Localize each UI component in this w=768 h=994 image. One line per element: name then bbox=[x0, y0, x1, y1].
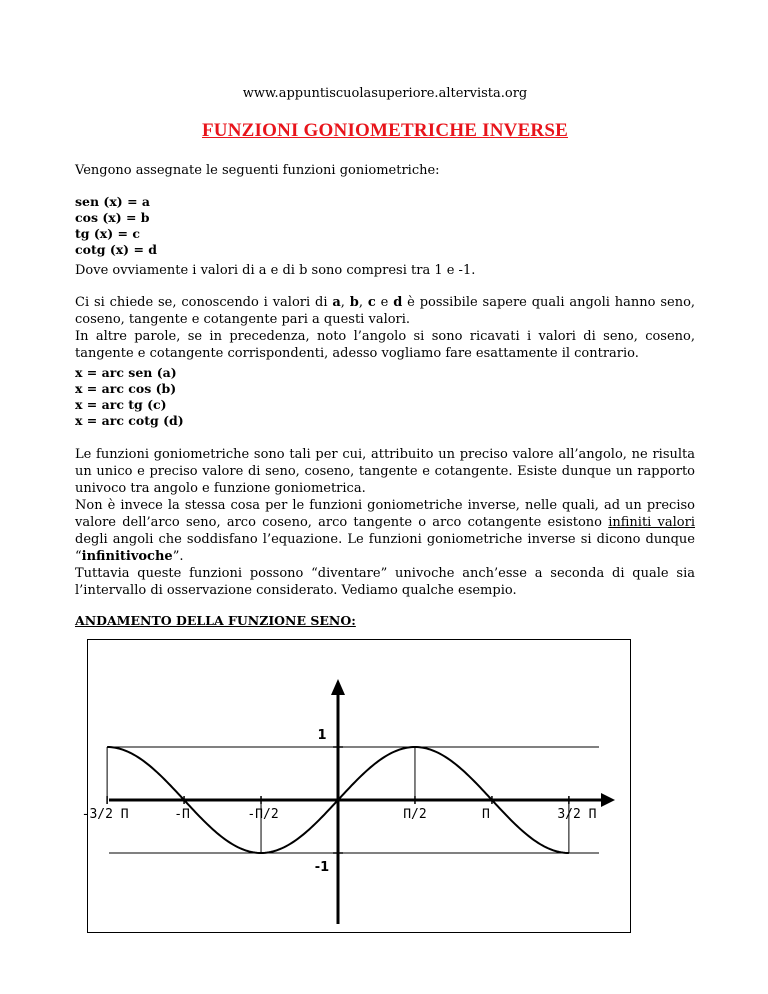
section-heading: ANDAMENTO DELLA FUNZIONE SENO: bbox=[75, 613, 356, 628]
function-cotg: cotg (x) = d bbox=[75, 242, 158, 257]
infiniti-valori: infiniti valori bbox=[608, 515, 695, 530]
site-url: www.appuntiscuolasuperiore.altervista.org bbox=[242, 86, 528, 101]
x-tick-label: -3/2 Π bbox=[81, 807, 129, 822]
var-c: c bbox=[367, 295, 376, 310]
x-tick-label: 3/2 Π bbox=[557, 807, 597, 822]
x-tick-label: Π bbox=[482, 807, 490, 822]
question-paragraph bbox=[75, 294, 695, 328]
inverse-sen: x = arc sen (a) bbox=[75, 365, 177, 380]
question-pre: Ci si chiede se, conoscendo i valori di bbox=[75, 295, 333, 310]
y-tick-label: -1 bbox=[314, 860, 330, 875]
para3-b-end: ”. bbox=[172, 549, 184, 564]
inverse-cotg: x = arc cotg (d) bbox=[75, 413, 184, 428]
var-a: a bbox=[332, 295, 341, 310]
sep: e bbox=[375, 295, 394, 310]
infinitivoche-term: infinitivoche bbox=[81, 549, 173, 564]
sep: , bbox=[358, 295, 368, 310]
univoche-paragraph: Tuttavia queste funzioni possono “diventare” univoche anch’esse a seconda di quale sia l’intervallo di osservazione considerato. Vediamo qualche esempio. bbox=[75, 566, 695, 598]
var-d: d bbox=[393, 295, 403, 310]
sep: , bbox=[340, 295, 350, 310]
inverse-tg: x = arc tg (c) bbox=[75, 397, 167, 412]
var-b: b bbox=[349, 295, 359, 310]
page-title: FUNZIONI GONIOMETRICHE INVERSE bbox=[202, 120, 568, 141]
function-cos: cos (x) = b bbox=[75, 210, 150, 225]
chart-frame bbox=[88, 640, 631, 933]
inverse-cos: x = arc cos (b) bbox=[75, 381, 177, 396]
x-tick-label: -Π/2 bbox=[247, 807, 279, 822]
infinitivoche-paragraph bbox=[75, 497, 695, 565]
sine-chart bbox=[81, 639, 631, 933]
range-note: Dove ovviamente i valori di a e di b sono compresi tra 1 e -1. bbox=[75, 263, 476, 278]
function-tg: tg (x) = c bbox=[75, 226, 140, 241]
function-sen: sen (x) = a bbox=[75, 194, 150, 209]
para3-b-mid: degli angoli che soddisfano l’equazione. Le funzioni goniometriche inverse si dicono dunque “ bbox=[75, 532, 695, 564]
x-tick-label: Π/2 bbox=[403, 807, 427, 822]
intro-text: Vengono assegnate le seguenti funzioni goniometriche: bbox=[75, 163, 440, 178]
question-post: è possibile sapere quali angoli hanno seno, coseno, tangente e cotangente pari a questi valori. bbox=[75, 295, 696, 327]
y-tick-label: 1 bbox=[317, 728, 327, 743]
univoco-paragraph: Le funzioni goniometriche sono tali per cui, attribuito un preciso valore all’angolo, ne risulta un unico e preciso valore di seno, coseno, tangente e cotangente. Esiste dunque un rapporto univoco tra angolo e funzione goniometrica. bbox=[75, 447, 695, 496]
x-tick-label: -Π bbox=[174, 807, 190, 822]
para3-b-pre: Non è invece la stessa cosa per le funzioni goniometriche inverse, nelle quali, ad un preciso valore dell’arco seno, arco coseno, arco tangente o arco cotangente esistono bbox=[75, 498, 695, 530]
other-words-paragraph: In altre parole, se in precedenza, noto l’angolo si sono ricavati i valori di seno, coseno, tangente e cotangente corrispondenti, adesso vogliamo fare esattamente il contrario. bbox=[75, 329, 695, 361]
